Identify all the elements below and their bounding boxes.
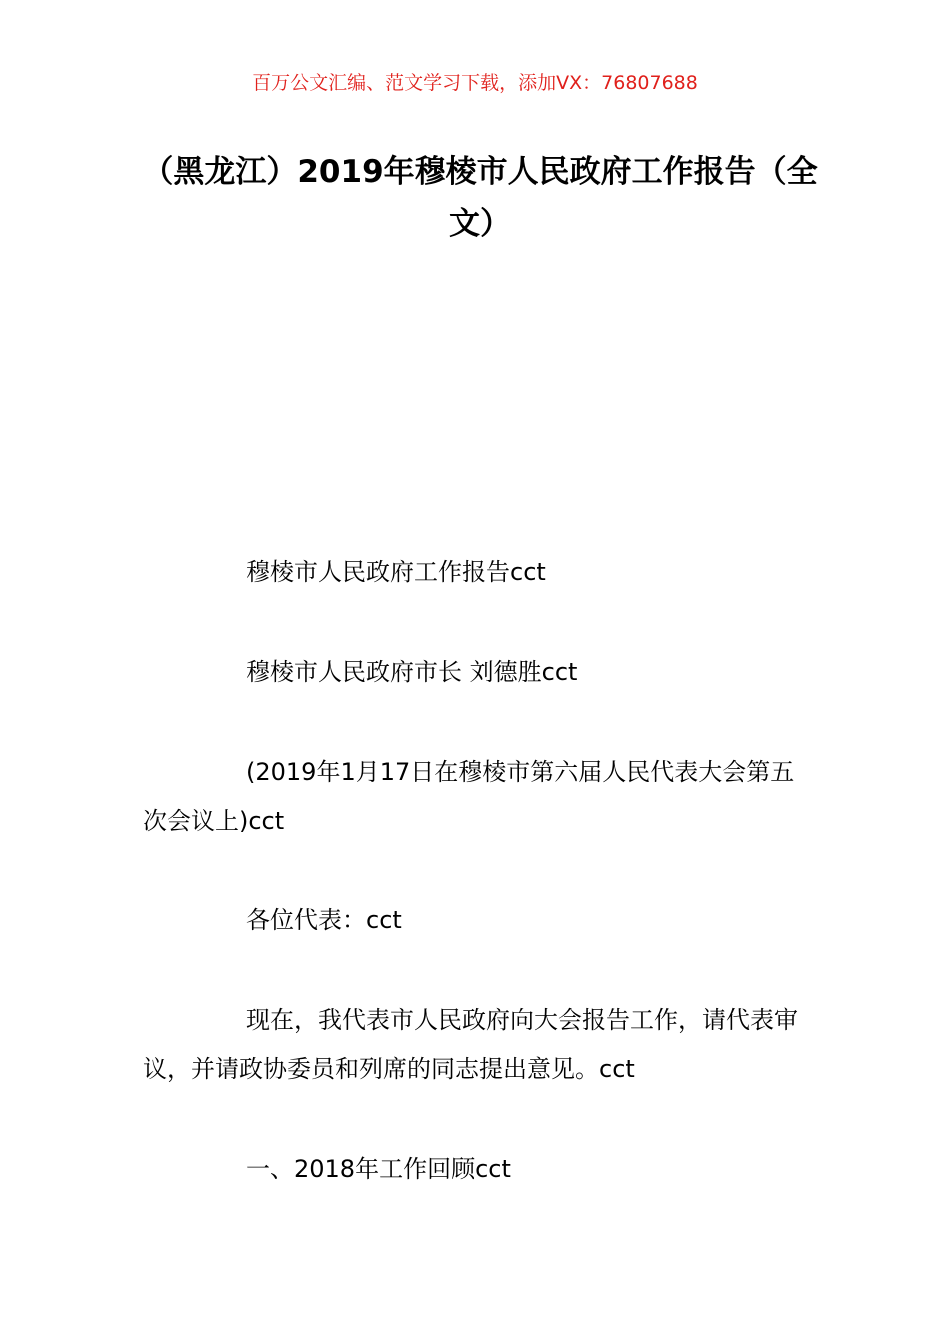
report-name-paragraph: 穆棱市人民政府工作报告cct [246, 558, 546, 586]
meeting-date-paragraph: (2019年1月17日在穆棱市第六届人民代表大会第五次会议上)cct [143, 758, 795, 835]
speaker-paragraph: 穆棱市人民政府市长 刘德胜cct [246, 658, 578, 686]
header-promo-note: 百万公文汇编、范文学习下载，添加VX：76807688 [252, 72, 698, 94]
intro-paragraph: 现在，我代表市人民政府向大会报告工作，请代表审议，并请政协委员和列席的同志提出意见。cct [143, 1006, 798, 1083]
section-heading-paragraph: 一、2018年工作回顾cct [246, 1155, 511, 1183]
document-title: （黑龙江）2019年穆棱市人民政府工作报告（全文） [142, 154, 818, 242]
salutation-paragraph: 各位代表：cct [246, 906, 402, 934]
